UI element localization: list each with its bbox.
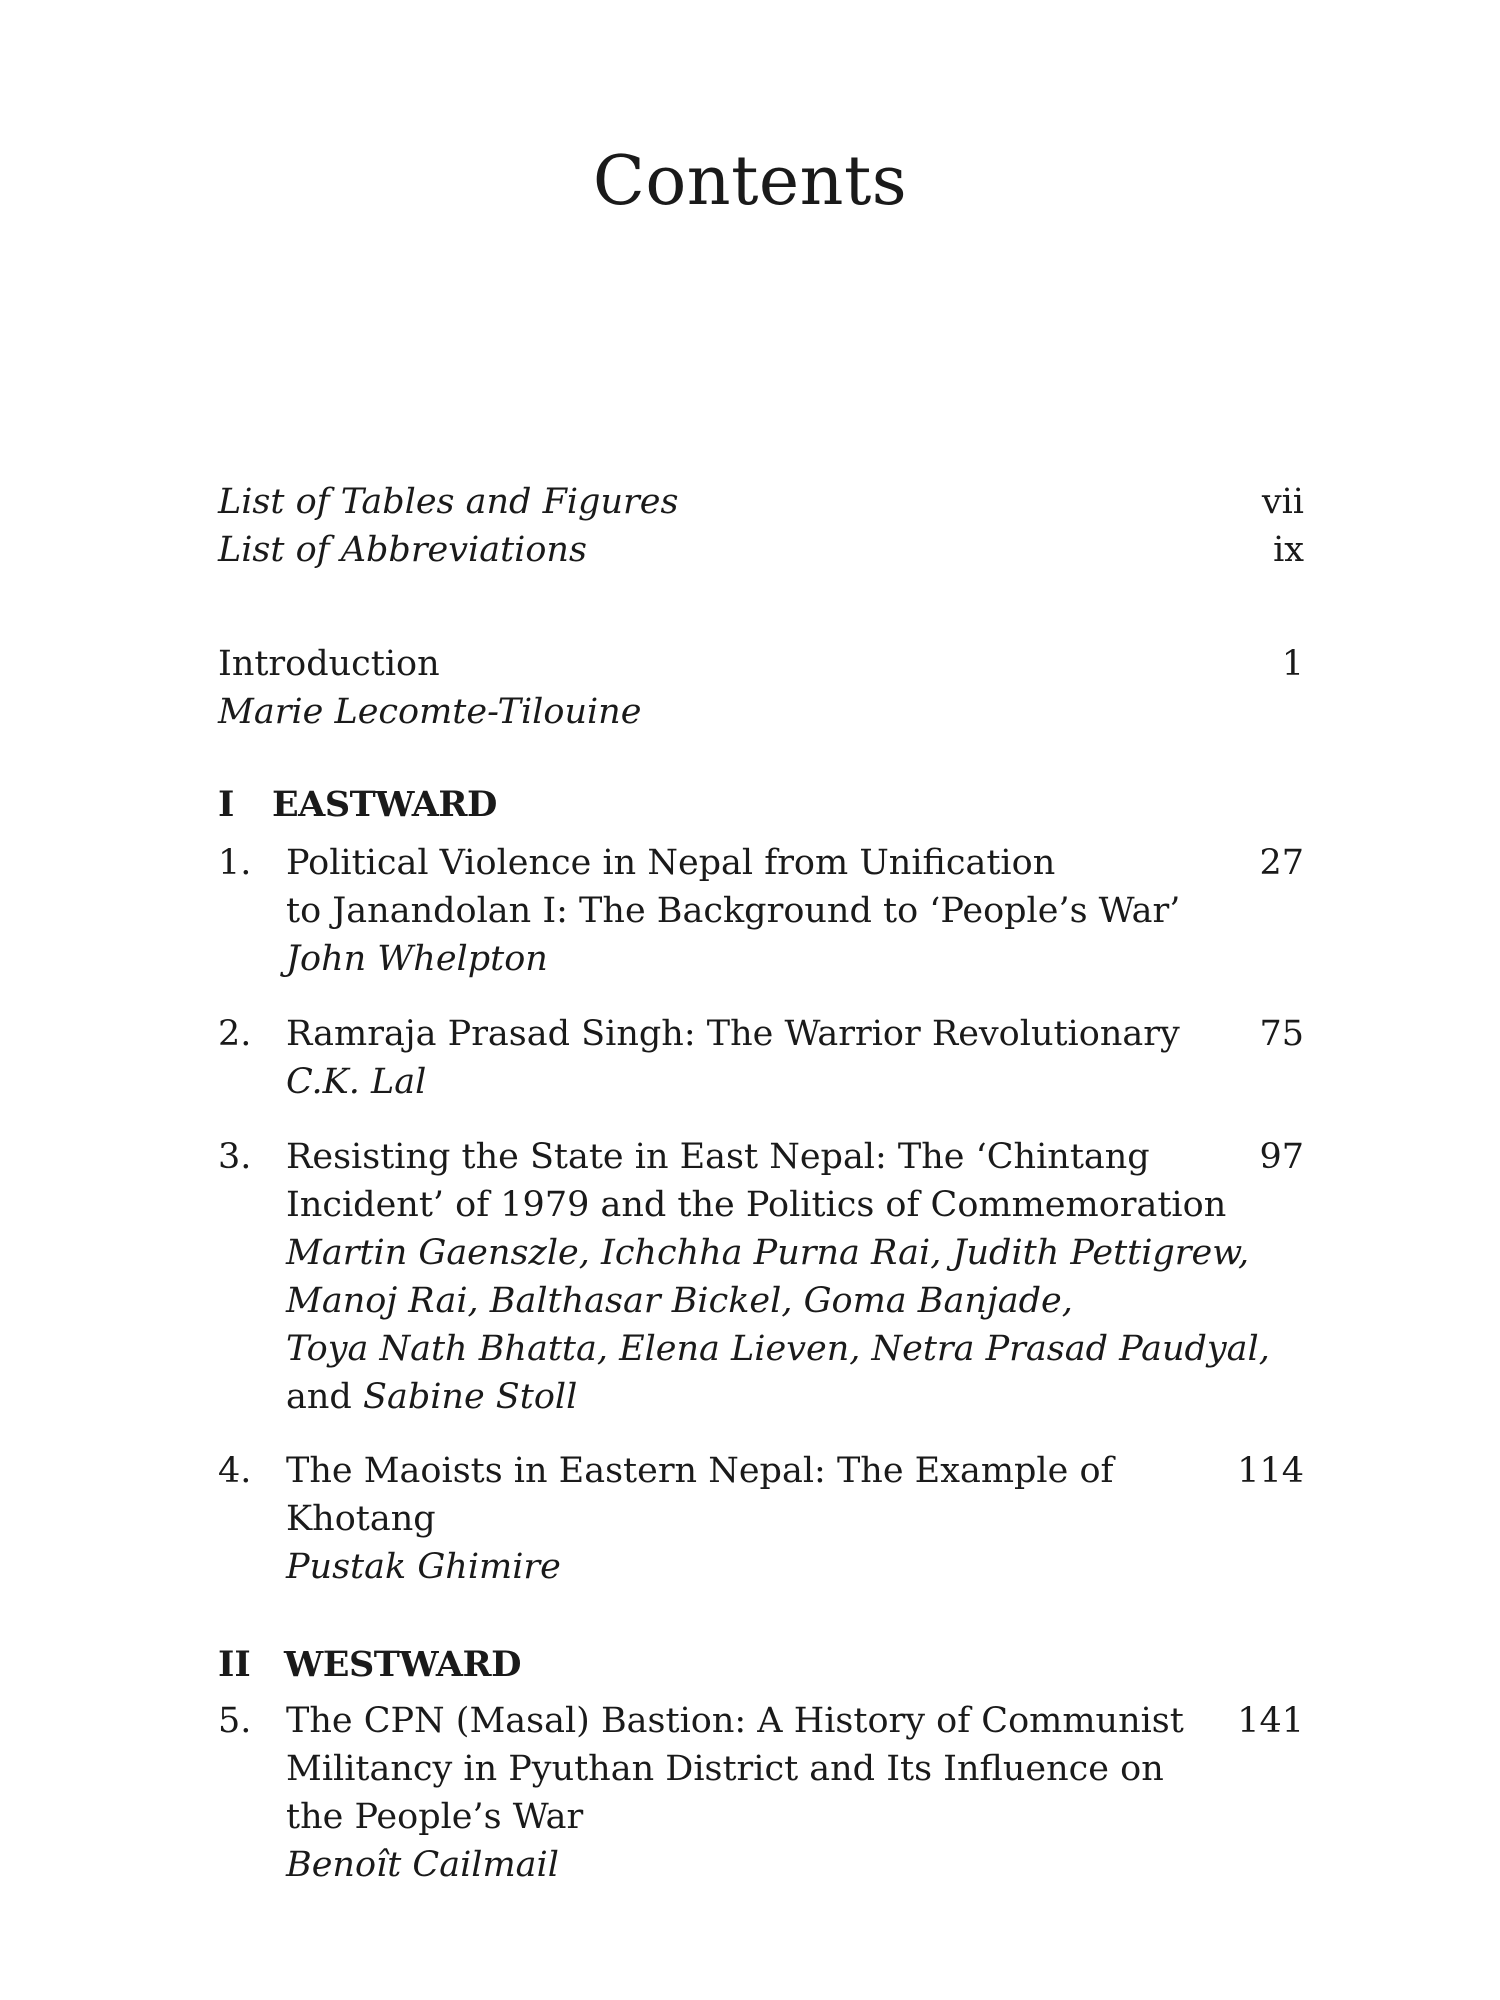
chapter-title-line: Political Violence in Nepal from Unification — [286, 843, 1056, 883]
chapter-author: Manoj Rai, Balthasar Bickel, Goma Banjade, — [286, 1281, 1073, 1321]
page-title: Contents — [592, 142, 908, 221]
chapter-author: Benoît Cailmail — [286, 1845, 559, 1885]
introduction-author: Marie Lecomte-Tilouine — [218, 692, 642, 732]
chapter-title-line: to Janandolan I: The Background to ‘People’s War’ — [286, 891, 1181, 931]
chapter-title-line: The CPN (Masal) Bastion: A History of Communist — [286, 1701, 1184, 1741]
chapter-author: Toya Nath Bhatta, Elena Lieven, Netra Prasad Paudyal, — [286, 1329, 1270, 1369]
chapter-page: 114 — [1237, 1451, 1304, 1491]
chapter-title-line: the People’s War — [286, 1797, 584, 1837]
chapter-number: 4. — [218, 1451, 252, 1491]
chapter-title-line: The Maoists in Eastern Nepal: The Example of — [286, 1451, 1114, 1491]
front-matter-page: ix — [1273, 530, 1304, 570]
chapter-number: 1. — [218, 843, 252, 883]
chapter-title-line: Incident’ of 1979 and the Politics of Commemoration — [286, 1185, 1227, 1225]
chapter-author: Pustak Ghimire — [286, 1547, 561, 1587]
front-matter-title: List of Tables and Figures — [218, 482, 679, 522]
chapter-page: 97 — [1259, 1137, 1304, 1177]
introduction-title: Introduction — [218, 644, 440, 684]
part-title: WESTWARD — [284, 1644, 521, 1685]
chapter-author-last — [286, 1373, 577, 1421]
chapter-author: John Whelpton — [286, 939, 548, 979]
chapter-title-line: Resisting the State in East Nepal: The ‘Chintang — [286, 1137, 1150, 1177]
chapter-author: Sabine Stoll — [362, 1377, 578, 1417]
part-title: EASTWARD — [272, 784, 497, 825]
chapter-author: Martin Gaenszle, Ichchha Purna Rai, Judith Pettigrew, — [286, 1233, 1250, 1273]
chapter-page: 141 — [1237, 1701, 1304, 1741]
part-number: II — [218, 1644, 251, 1685]
chapter-author: C.K. Lal — [286, 1062, 427, 1102]
author-conjunction: and — [286, 1377, 352, 1417]
part-number: I — [218, 784, 235, 825]
chapter-page: 27 — [1259, 843, 1304, 883]
chapter-number: 5. — [218, 1701, 252, 1741]
chapter-page: 75 — [1259, 1014, 1304, 1054]
chapter-number: 3. — [218, 1137, 252, 1177]
chapter-title-line: Militancy in Pyuthan District and Its Influence on — [286, 1749, 1164, 1789]
chapter-title-line: Khotang — [286, 1499, 436, 1539]
chapter-title-line: Ramraja Prasad Singh: The Warrior Revolutionary — [286, 1014, 1180, 1054]
introduction-page: 1 — [1281, 644, 1304, 684]
front-matter-title: List of Abbreviations — [218, 530, 587, 570]
chapter-number: 2. — [218, 1014, 252, 1054]
front-matter-page: vii — [1261, 482, 1304, 522]
